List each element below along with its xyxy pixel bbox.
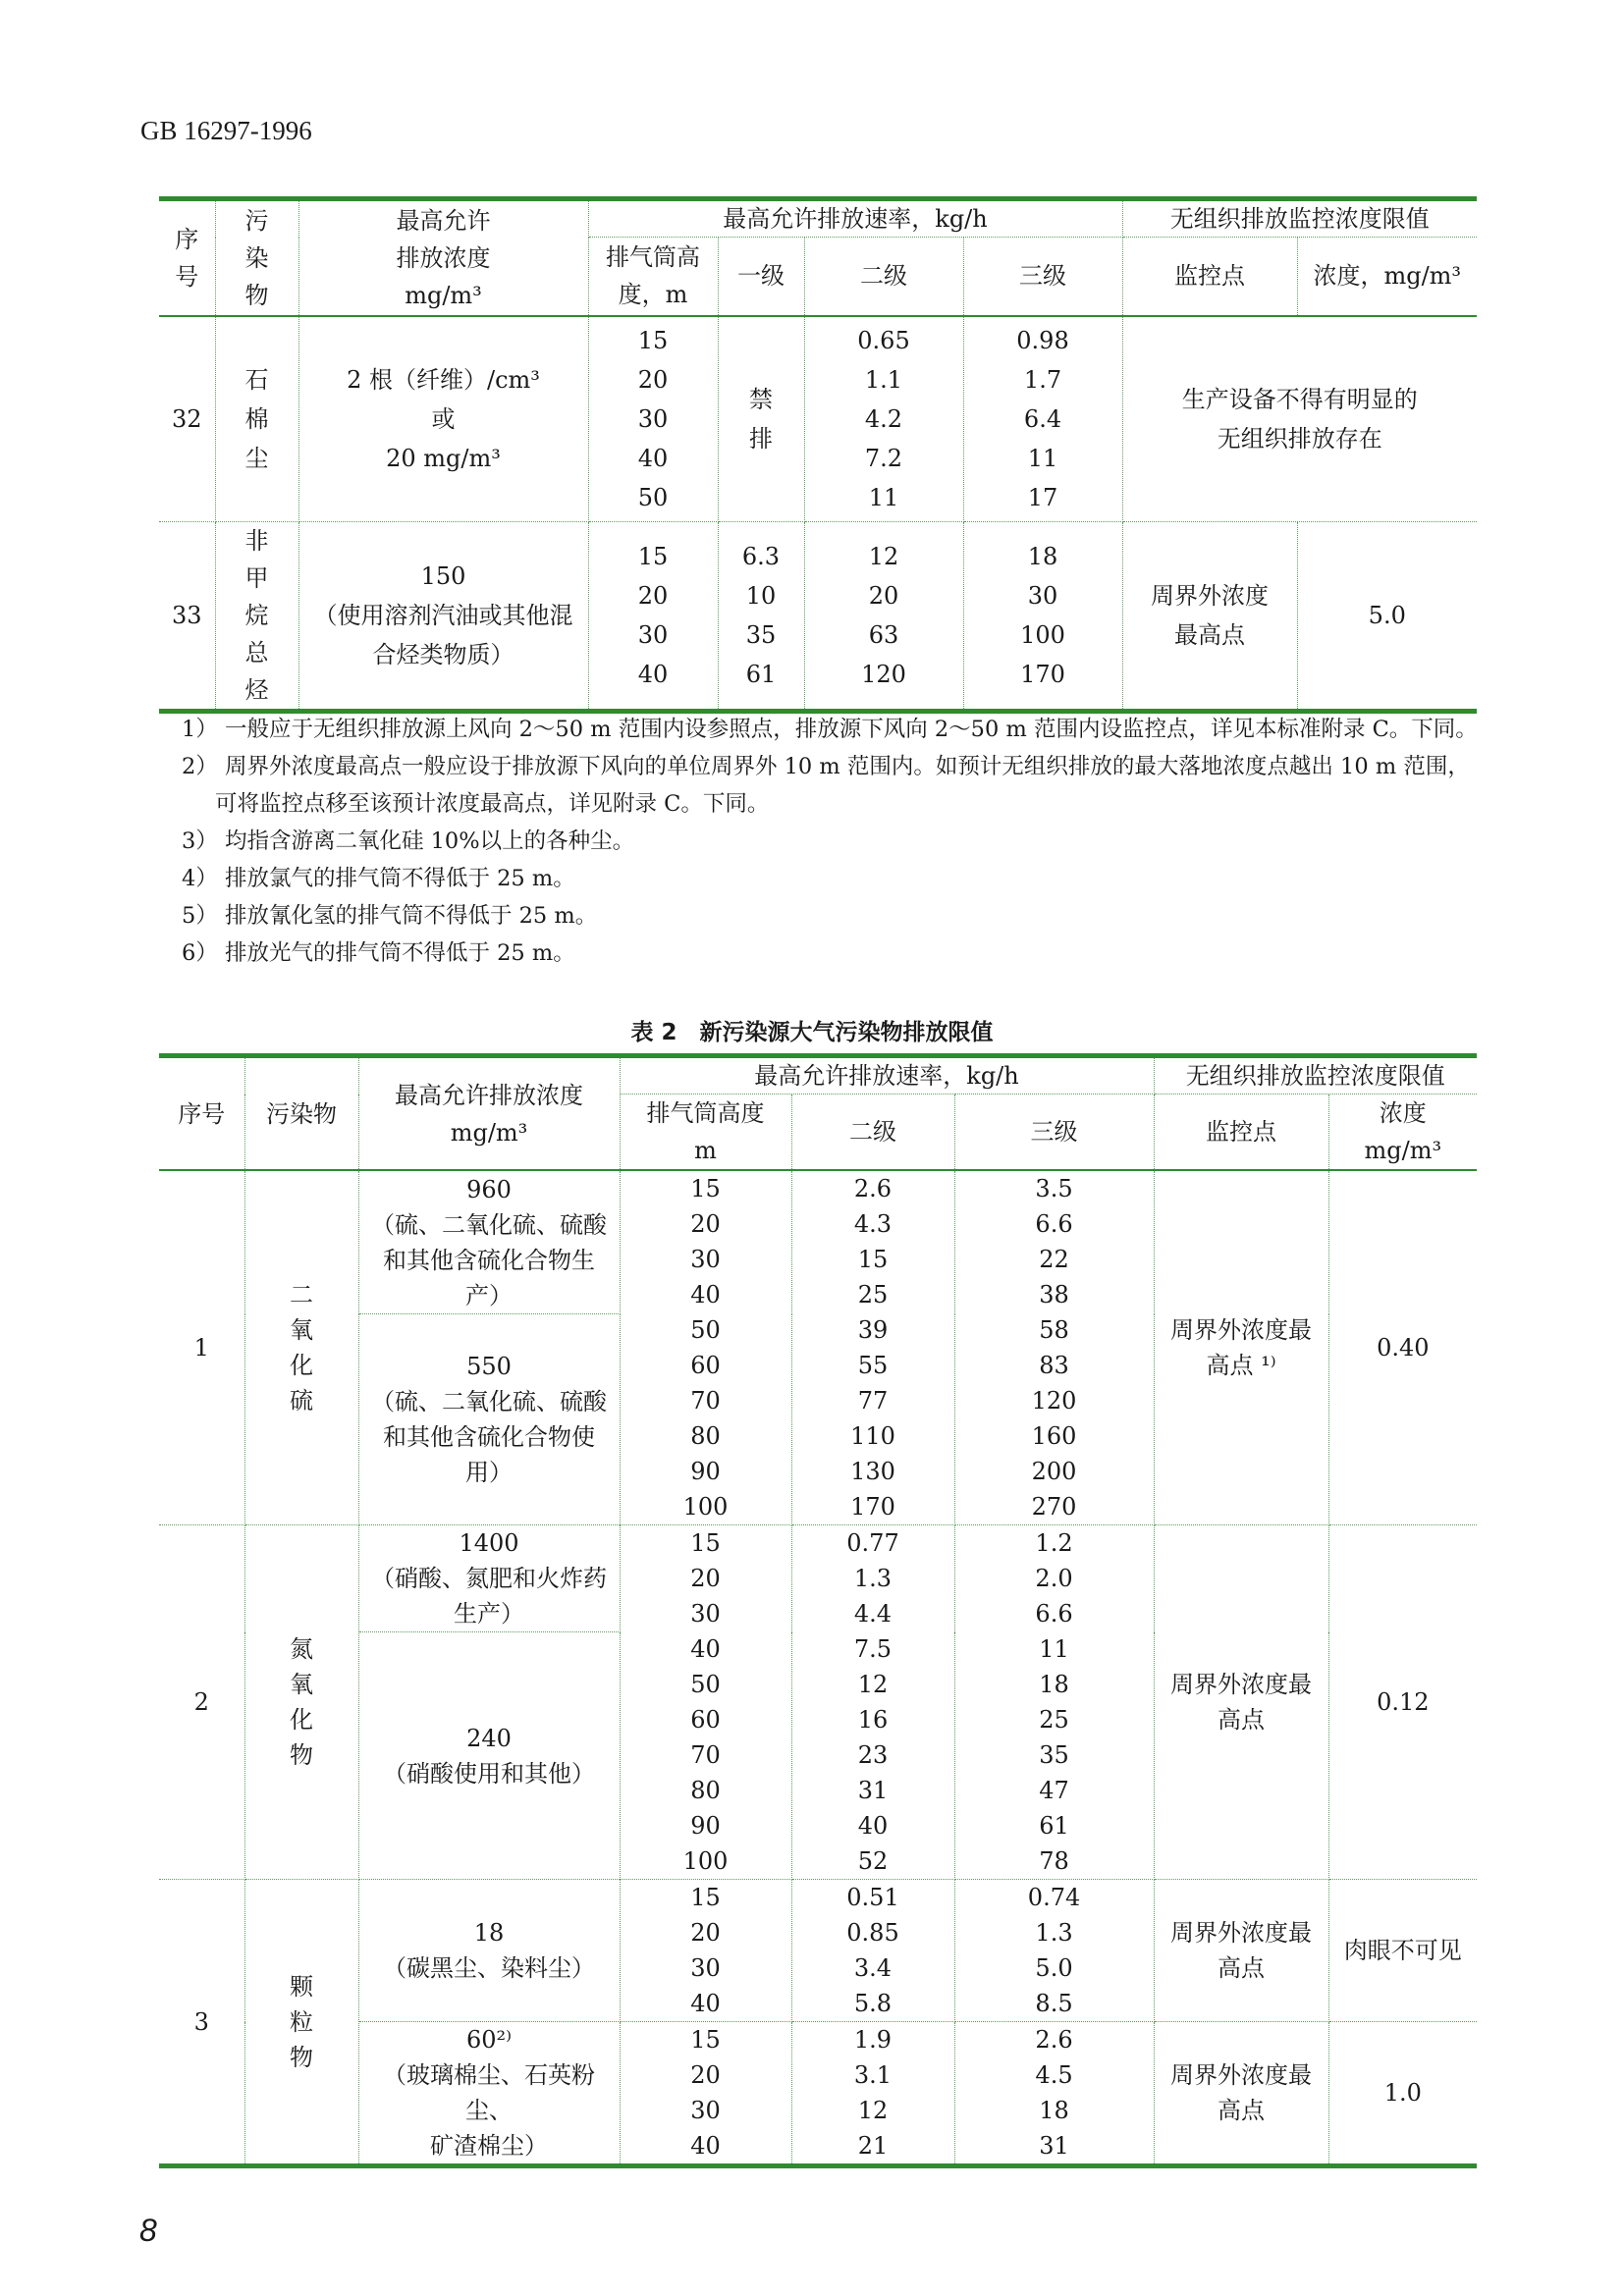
col-pollutant-header: 污染物 — [244, 1056, 358, 1171]
col-conc-header: 浓度 mg/m³ — [1328, 1095, 1477, 1171]
row-monitor: 周界外浓度最 高点 — [1154, 1525, 1328, 1880]
row-seq: 32 — [159, 316, 215, 522]
row-max-conc: 550 （硫、二氧化硫、硫酸 和其他含硫化合物使 用） — [358, 1314, 620, 1525]
col-fugitive-header: 无组织排放监控浓度限值 — [1122, 199, 1477, 238]
row-heights: 15 20 30 40 — [620, 2022, 791, 2166]
footnote: 6） 排放光气的排气筒不得低于 25 m。 — [182, 940, 575, 966]
row-monitor: 周界外浓度 最高点 — [1122, 521, 1297, 711]
row-max-conc: 150 （使用溶剂汽油或其他混 合烃类物质） — [298, 521, 588, 711]
footnote: 1） 一般应于无组织排放源上风向 2～50 m 范围内设参照点，排放源下风向 2～50 m 范围内设监控点，详见本标准附录 C。下同。 — [182, 717, 1478, 742]
row-pollutant: 二 氧 化 硫 — [244, 1170, 358, 1525]
table-row — [159, 1525, 1477, 1632]
row-level3: 1.2 2.0 6.6 11 18 25 35 47 61 78 — [954, 1525, 1154, 1880]
col-seq-header: 序号 — [159, 1056, 244, 1171]
row-conc: 1.0 — [1328, 2022, 1477, 2166]
row-heights: 15 20 30 40 — [620, 1880, 791, 2022]
row-max-conc: 18 （碳黑尘、染料尘） — [358, 1880, 620, 2022]
footnote: 2） 周界外浓度最高点一般应设于排放源下风向的单位周界外 10 m 范围内。如预计无组织排放的最大落地浓度点越出 10 m 范围， — [182, 754, 1470, 779]
footnote: 4） 排放氯气的排气筒不得低于 25 m。 — [182, 866, 575, 891]
table-1-continued — [159, 196, 1477, 714]
row-level2: 2.6 4.3 15 25 39 55 77 110 130 170 — [791, 1170, 954, 1525]
standard-code: GB 16297-1996 — [140, 116, 312, 145]
row-level3: 18 30 100 170 — [963, 521, 1122, 711]
page-number: 8 — [139, 2213, 157, 2248]
row-fugitive: 生产设备不得有明显的 无组织排放存在 — [1122, 316, 1477, 522]
row-monitor: 周界外浓度最 高点 — [1154, 1880, 1328, 2022]
row-monitor: 周界外浓度最 高点 — [1154, 2022, 1328, 2166]
row-max-conc: 2 根（纤维）/cm³ 或 20 mg/m³ — [298, 316, 588, 522]
row-conc: 0.12 — [1328, 1525, 1477, 1880]
col-level3-header: 三级 — [954, 1095, 1154, 1171]
table-row — [159, 521, 1477, 711]
table-row — [159, 1880, 1477, 2022]
row-level3: 2.6 4.5 18 31 — [954, 2022, 1154, 2166]
footnote: 5） 排放氰化氢的排气筒不得低于 25 m。 — [182, 903, 598, 929]
row-level3: 0.74 1.3 5.0 8.5 — [954, 1880, 1154, 2022]
row-max-conc: 240 （硝酸使用和其他） — [358, 1632, 620, 1880]
row-heights: 15 20 30 40 50 — [588, 316, 718, 522]
row-pollutant: 非 甲 烷 总 烃 — [215, 521, 298, 711]
col-conc-header: 浓度，mg/m³ — [1297, 238, 1477, 316]
footnotes — [182, 711, 1478, 972]
row-heights: 15 20 30 40 50 60 70 80 90 100 — [620, 1525, 791, 1880]
col-level2-header: 二级 — [791, 1095, 954, 1171]
col-level1-header: 一级 — [718, 238, 804, 316]
footnote-continuation: 可将监控点移至该预计浓度最高点，详见附录 C。下同。 — [215, 791, 770, 817]
table-header-row — [159, 1056, 1477, 1095]
row-level3: 0.98 1.7 6.4 11 17 — [963, 316, 1122, 522]
row-level2: 0.65 1.1 4.2 7.2 11 — [804, 316, 963, 522]
row-level1: 禁 排 — [718, 316, 804, 522]
row-heights: 15 20 30 40 50 60 70 80 90 100 — [620, 1170, 791, 1525]
row-level2: 0.77 1.3 4.4 7.5 12 16 23 31 40 52 — [791, 1525, 954, 1880]
row-level2: 1.9 3.1 12 21 — [791, 2022, 954, 2166]
row-conc: 0.40 — [1328, 1170, 1477, 1525]
row-conc: 肉眼不可见 — [1328, 1880, 1477, 2022]
row-max-conc: 60²⁾ （玻璃棉尘、石英粉尘、 矿渣棉尘） — [358, 2022, 620, 2166]
col-monitor-header: 监控点 — [1154, 1095, 1328, 1171]
row-level2: 12 20 63 120 — [804, 521, 963, 711]
col-rate-header: 最高允许排放速率，kg/h — [588, 199, 1122, 238]
table-header-row — [159, 199, 1477, 238]
col-stack-height-header: 排气筒高 度，m — [588, 238, 718, 316]
row-level1: 6.3 10 35 61 — [718, 521, 804, 711]
row-pollutant: 氮 氧 化 物 — [244, 1525, 358, 1880]
row-level2: 0.51 0.85 3.4 5.8 — [791, 1880, 954, 2022]
row-pollutant: 石 棉 尘 — [215, 316, 298, 522]
table-2-title: 表 2 新污染源大气污染物排放限值 — [630, 1020, 994, 1045]
row-pollutant: 颗 粒 物 — [244, 1880, 358, 2166]
row-monitor: 周界外浓度最 高点 ¹⁾ — [1154, 1170, 1328, 1525]
col-pollutant-header: 污 染 物 — [215, 199, 298, 316]
row-seq: 33 — [159, 521, 215, 711]
row-heights: 15 20 30 40 — [588, 521, 718, 711]
row-max-conc: 1400 （硝酸、氮肥和火炸药 生产） — [358, 1525, 620, 1632]
col-rate-header: 最高允许排放速率，kg/h — [620, 1056, 1154, 1095]
row-seq: 1 — [159, 1170, 244, 1525]
col-seq-header: 序 号 — [159, 199, 215, 316]
col-max-conc-header: 最高允许 排放浓度 mg/m³ — [298, 199, 588, 316]
col-stack-height-header: 排气筒高度 m — [620, 1095, 791, 1171]
table-row — [159, 316, 1477, 522]
col-level2-header: 二级 — [804, 238, 963, 316]
row-seq: 2 — [159, 1525, 244, 1880]
row-max-conc: 960 （硫、二氧化硫、硫酸 和其他含硫化合物生 产） — [358, 1170, 620, 1314]
col-monitor-header: 监控点 — [1122, 238, 1297, 316]
table-2 — [159, 1053, 1477, 2168]
row-conc: 5.0 — [1297, 521, 1477, 711]
footnote: 3） 均指含游离二氧化硅 10%以上的各种尘。 — [182, 828, 635, 854]
row-seq: 3 — [159, 1880, 244, 2166]
row-level3: 3.5 6.6 22 38 58 83 120 160 200 270 — [954, 1170, 1154, 1525]
col-level3-header: 三级 — [963, 238, 1122, 316]
col-max-conc-header: 最高允许排放浓度 mg/m³ — [358, 1056, 620, 1171]
col-fugitive-header: 无组织排放监控浓度限值 — [1154, 1056, 1477, 1095]
table-row — [159, 1170, 1477, 1314]
